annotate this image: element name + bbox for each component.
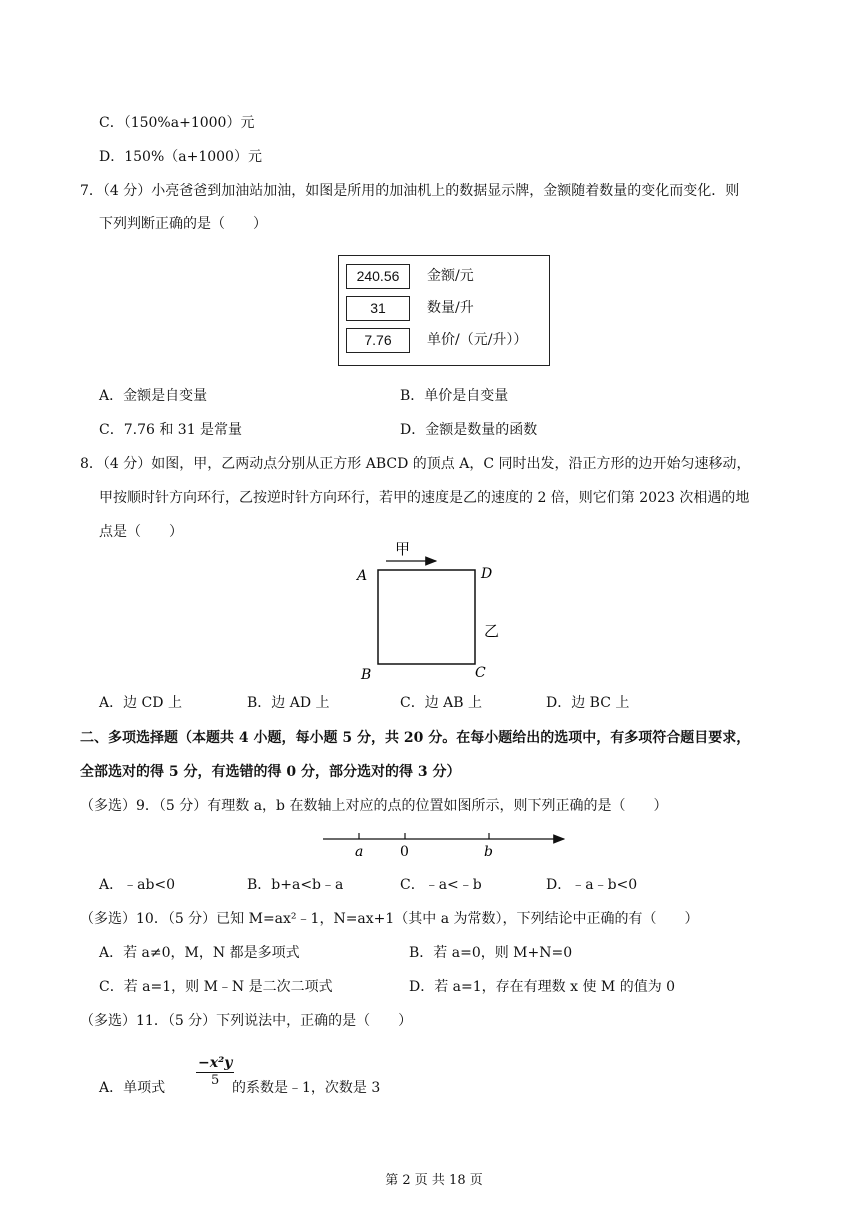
q7-option-b: B．单价是自变量 xyxy=(400,388,509,404)
amount-value-box: 240.56 xyxy=(346,264,410,289)
unit-price-label: 单价/（元/升）） xyxy=(427,332,528,348)
label-yi: 乙 xyxy=(484,622,500,640)
page-footer: 第 2 页 共 18 页 xyxy=(385,1173,483,1188)
q9-option-a: A．﹣ab<0 xyxy=(99,877,176,893)
q8-stem-line1: 8．（4 分）如图，甲，乙两动点分别从正方形 ABCD 的顶点 A，C 同时出发，沿正方形的边开始匀速移动， xyxy=(80,456,751,472)
section2-heading-line1: 二、多项选择题（本题共 4 小题，每小题 5 分，共 20 分。在每小题给出的选项中，有多项符合题目要求， xyxy=(80,730,751,746)
q6-option-c: C．（150%a+1000）元 xyxy=(99,115,255,131)
fraction-numerator: −x²y xyxy=(198,1055,233,1071)
q7-option-d: D．金额是数量的函数 xyxy=(400,422,538,438)
q8-option-b: B．边 AD 上 xyxy=(247,695,330,711)
q9-option-d: D．﹣a﹣b<0 xyxy=(546,877,638,893)
q10-option-c: C．若 a=1，则 M﹣N 是二次二项式 xyxy=(99,979,333,995)
section2-heading-line2: 全部选对的得 5 分，有选错的得 0 分，部分选对的得 3 分） xyxy=(80,764,461,780)
vertex-a-label: A xyxy=(357,568,368,584)
q11-option-a-suffix: 的系数是﹣1，次数是 3 xyxy=(232,1080,381,1096)
q9-option-b: B．b+a<b﹣a xyxy=(247,877,344,893)
quantity-label: 数量/升 xyxy=(427,300,474,316)
q8-stem-line3: 点是（ ） xyxy=(99,524,183,540)
q9-option-c: C．﹣a<﹣b xyxy=(400,877,482,893)
q10-stem: （多选）10．（5 分）已知 M=ax²﹣1，N=ax+1（其中 a 为常数），下列结论中正确的有（ ） xyxy=(80,911,699,927)
vertex-b-label: B xyxy=(361,667,372,683)
q8-option-c: C．边 AB 上 xyxy=(400,695,483,711)
q10-option-a: A．若 a≠0，M，N 都是多项式 xyxy=(99,945,300,961)
q8-option-d: D．边 BC 上 xyxy=(546,695,630,711)
numberline-label-a: a xyxy=(355,844,364,860)
numberline-label-b: b xyxy=(484,844,493,860)
square-abcd-figure xyxy=(350,535,510,685)
label-jia: 甲 xyxy=(395,540,411,558)
q8-option-a: A．边 CD 上 xyxy=(99,695,182,711)
q11-option-a-prefix: A．单项式 xyxy=(99,1080,166,1096)
number-line-figure xyxy=(318,828,573,862)
q11-stem: （多选）11．（5 分）下列说法中，正确的是（ ） xyxy=(80,1013,413,1029)
q10-option-b: B．若 a=0，则 M+N=0 xyxy=(409,945,573,961)
quantity-value-box: 31 xyxy=(346,296,410,321)
q7-option-c: C．7.76 和 31 是常量 xyxy=(99,422,243,438)
monomial-fraction xyxy=(196,1054,234,1089)
q10-option-d: D．若 a=1，存在有理数 x 使 M 的值为 0 xyxy=(409,979,676,995)
unit-price-value-box: 7.76 xyxy=(346,328,410,353)
square-abcd xyxy=(378,570,475,664)
vertex-d-label: D xyxy=(481,566,493,582)
vertex-c-label: C xyxy=(475,665,486,681)
fuel-pump-display xyxy=(338,255,550,366)
q8-stem-line2: 甲按顺时针方向环行，乙按逆时针方向环行，若甲的速度是乙的速度的 2 倍，则它们第 2023 次相遇的地 xyxy=(99,490,750,506)
q9-stem: （多选）9．（5 分）有理数 a，b 在数轴上对应的点的位置如图所示，则下列正确的是（ ） xyxy=(80,798,668,814)
q6-option-d: D．150%（a+1000）元 xyxy=(99,149,262,165)
q7-option-a: A．金额是自变量 xyxy=(99,388,208,404)
fraction-denominator: 5 xyxy=(211,1073,220,1088)
q7-stem-line2: 下列判断正确的是（ ） xyxy=(99,216,267,232)
numberline-label-0: 0 xyxy=(400,844,409,860)
amount-label: 金额/元 xyxy=(427,268,474,284)
q7-stem-line1: 7．（4 分）小亮爸爸到加油站加油，如图是所用的加油机上的数据显示牌，金额随着数量的变化而变化．则 xyxy=(80,183,740,199)
